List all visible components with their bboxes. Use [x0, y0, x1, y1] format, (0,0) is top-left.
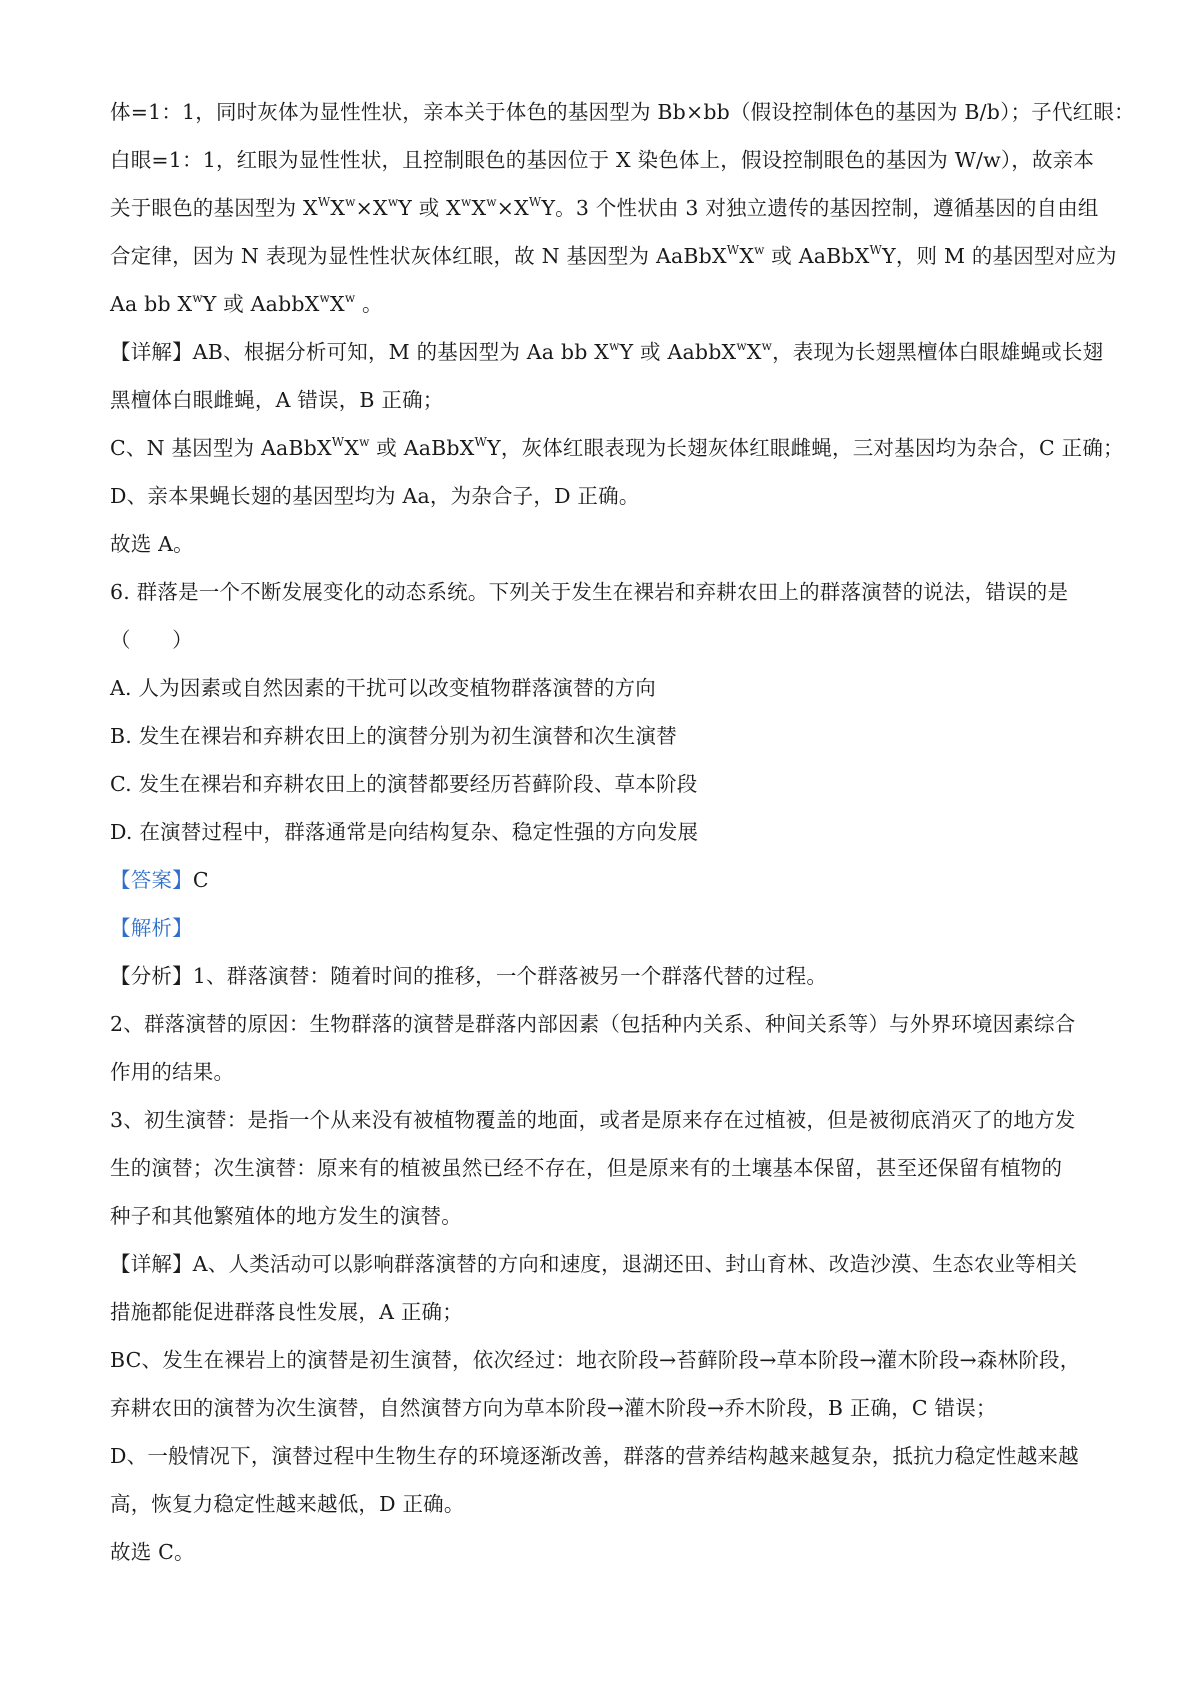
detail6-line-4: 弃耕农田的演替为次生演替，自然演替方向为草本阶段→灌木阶段→乔木阶段，B 正确，C 错误； — [110, 1396, 997, 1420]
detail6-line-3: BC、发生在裸岩上的演替是初生演替，依次经过：地衣阶段→苔藓阶段→草本阶段→灌木阶段→森林阶段， — [110, 1348, 1081, 1372]
analysis6-line-1: 【分析】1、群落演替：随着时间的推移，一个群落被另一个群落代替的过程。 — [110, 964, 828, 988]
analysis-line-5: Aa bb $X^wY$ 或 $AabbX^wX^w$ 。 — [110, 291, 383, 316]
detail5-line-3: C、N 基因型为 $AaBbX^WX^w$ 或 AaBbX$^W$Y，灰体红眼表现为长翅灰体红眼雌蝇，三对基因均为杂合，C 正确； — [110, 435, 1124, 460]
analysis-line-3: 关于眼色的基因型为 $X^WX^w\times X^wY$ 或 $X^wX^w\times X^WY$。3 个性状由 3 对独立遗传的基因控制，遵循基因的自由组 — [110, 195, 1099, 220]
document-page — [110, 88, 1135, 1576]
answer-line — [110, 856, 1100, 904]
detail6-line-2: 措施都能促进群落良性发展，A 正确； — [110, 1300, 463, 1324]
analysis-line-2: 白眼=1：1，红眼为显性性状，且控制眼色的基因位于 X 染色体上，假设控制眼色的基因为 W/w），故亲本 — [110, 148, 1095, 172]
analysis-line-1: 体=1：1，同时灰体为显性性状，亲本关于体色的基因型为 Bb×bb（假设控制体色的基因为 B/b）；子代红眼： — [110, 100, 1135, 124]
analysis6-line-3: 作用的结果。 — [110, 1060, 235, 1084]
option-a: A. 人为因素或自然因素的干扰可以改变植物群落演替的方向 — [110, 676, 656, 700]
jiexi-label: 【解析】 — [110, 916, 193, 940]
detail6-line-6: 高，恢复力稳定性越来越低，D 正确。 — [110, 1492, 465, 1516]
detail5-line-2: 黑檀体白眼雌蝇，A 错误，B 正确； — [110, 388, 444, 412]
option-c: C. 发生在裸岩和弃耕农田上的演替都要经历苔藓阶段、草本阶段 — [110, 772, 698, 796]
detail5-line-4: D、亲本果蝇长翅的基因型均为 Aa，为杂合子，D 正确。 — [110, 484, 640, 508]
detail5-conclusion: 故选 A。 — [110, 532, 194, 556]
option-d: D. 在演替过程中，群落通常是向结构复杂、稳定性强的方向发展 — [110, 820, 699, 844]
analysis6-line-6: 种子和其他繁殖体的地方发生的演替。 — [110, 1204, 462, 1228]
detail5-line-1: 【详解】AB、根据分析可知，M 的基因型为 Aa bb $X^wY$ 或 $AabbX^wX^w$，表现为长翅黑檀体白眼雄蝇或长翅 — [110, 339, 1104, 364]
option-b: B. 发生在裸岩和弃耕农田上的演替分别为初生演替和次生演替 — [110, 724, 677, 748]
detail6-line-1: 【详解】A、人类活动可以影响群落演替的方向和速度，退湖还田、封山育林、改造沙漠、生态农业等相关 — [110, 1252, 1078, 1276]
question-6-stem: 6. 群落是一个不断发展变化的动态系统。下列关于发生在裸岩和弃耕农田上的群落演替的说法，错误的是 — [110, 580, 1069, 604]
analysis6-line-2: 2、群落演替的原因：生物群落的演替是群落内部因素（包括种内关系、种间关系等）与外界环境因素综合 — [110, 1012, 1076, 1036]
answer-label: 【答案】 — [110, 868, 193, 892]
question-6-paren: （ ） — [110, 628, 193, 652]
analysis6-line-5: 生的演替；次生演替：原来有的植被虽然已经不存在，但是原来有的土壤基本保留，甚至还保留有植物的 — [110, 1156, 1063, 1180]
detail6-line-5: D、一般情况下，演替过程中生物生存的环境逐渐改善，群落的营养结构越来越复杂，抵抗力稳定性越来越 — [110, 1444, 1079, 1468]
analysis-line-4: 合定律，因为 N 表现为显性性状灰体红眼，故 N 基因型为 $AaBbX^WX^w$ 或 AaBbX$^W$Y，则 M 的基因型对应为 — [110, 243, 1117, 268]
answer-value: C — [192, 868, 209, 892]
analysis6-line-4: 3、初生演替：是指一个从来没有被植物覆盖的地面，或者是原来存在过植被，但是被彻底消灭了的地方发 — [110, 1108, 1076, 1132]
detail6-conclusion: 故选 C。 — [110, 1540, 195, 1564]
